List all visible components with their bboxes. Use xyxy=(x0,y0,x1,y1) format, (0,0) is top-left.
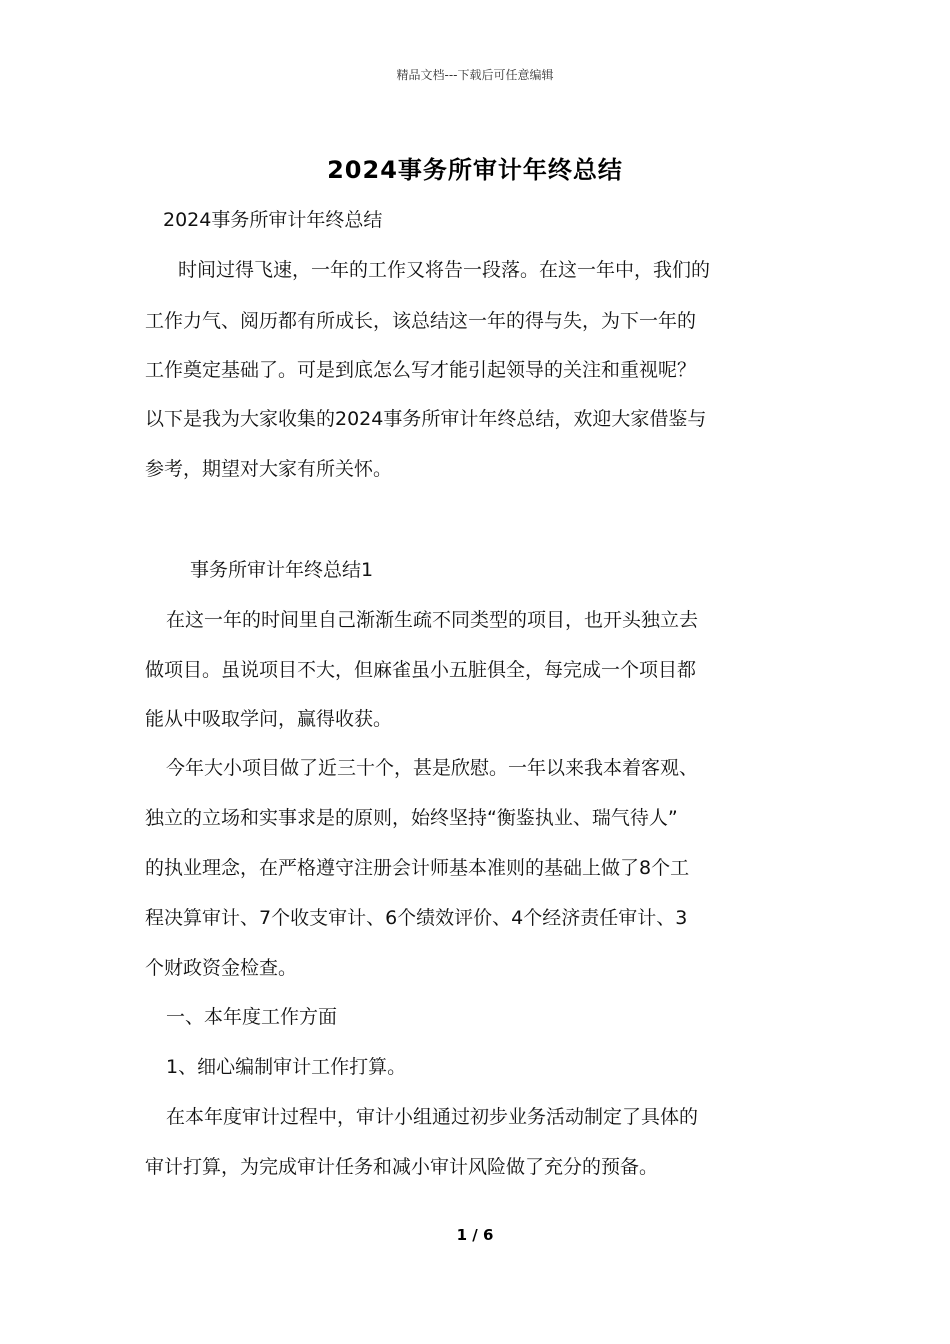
body-text-line: 能从中吸取学问，赢得收获。 xyxy=(145,708,393,730)
section-heading: 一、本年度工作方面 xyxy=(166,1006,338,1028)
body-text-line: 工作奠定基础了。可是到底怎么写才能引起领导的关注和重视呢？ xyxy=(145,359,697,381)
body-text-line: 的执业理念，在严格遵守注册会计师基本准则的基础上做了8个工 xyxy=(145,857,690,879)
body-text-line: 今年大小项目做了近三十个，甚是欣慰。一年以来我本着客观、 xyxy=(166,757,699,779)
body-text-line: 审计打算，为完成审计任务和减小审计风险做了充分的预备。 xyxy=(145,1156,659,1178)
body-text-line: 以下是我为大家收集的2024事务所审计年终总结，欢迎大家借鉴与 xyxy=(145,408,707,430)
page-number: 1 / 6 xyxy=(456,1226,494,1244)
body-text-line: 参考，期望对大家有所关怀。 xyxy=(145,458,393,480)
page-header: 精品文档---下载后可任意编辑 xyxy=(396,68,554,82)
body-text-line: 程决算审计、7个收支审计、6个绩效评价、4个经济责任审计、3 xyxy=(145,907,688,929)
body-text-line: 在这一年的时间里自己渐渐生疏不同类型的项目，也开头独立去 xyxy=(166,609,699,631)
document-title: 2024事务所审计年终总结 xyxy=(327,156,623,184)
body-text-line: 做项目。虽说项目不大，但麻雀虽小五脏俱全，每完成一个项目都 xyxy=(145,659,697,681)
body-text-line: 独立的立场和实事求是的原则，始终坚持“衡鉴执业、瑞气待人” xyxy=(145,807,678,829)
body-text-line: 工作力气、阅历都有所成长，该总结这一年的得与失，为下一年的 xyxy=(145,310,697,332)
section-heading: 事务所审计年终总结1 xyxy=(190,559,374,581)
subtitle-line: 2024事务所审计年终总结 xyxy=(163,209,383,231)
body-text-line: 在本年度审计过程中，审计小组通过初步业务活动制定了具体的 xyxy=(166,1106,699,1128)
subsection-heading: 1、细心编制审计工作打算。 xyxy=(166,1056,407,1078)
body-text-line: 时间过得飞速，一年的工作又将告一段落。在这一年中，我们的 xyxy=(178,259,711,281)
body-text-line: 个财政资金检查。 xyxy=(145,957,298,979)
